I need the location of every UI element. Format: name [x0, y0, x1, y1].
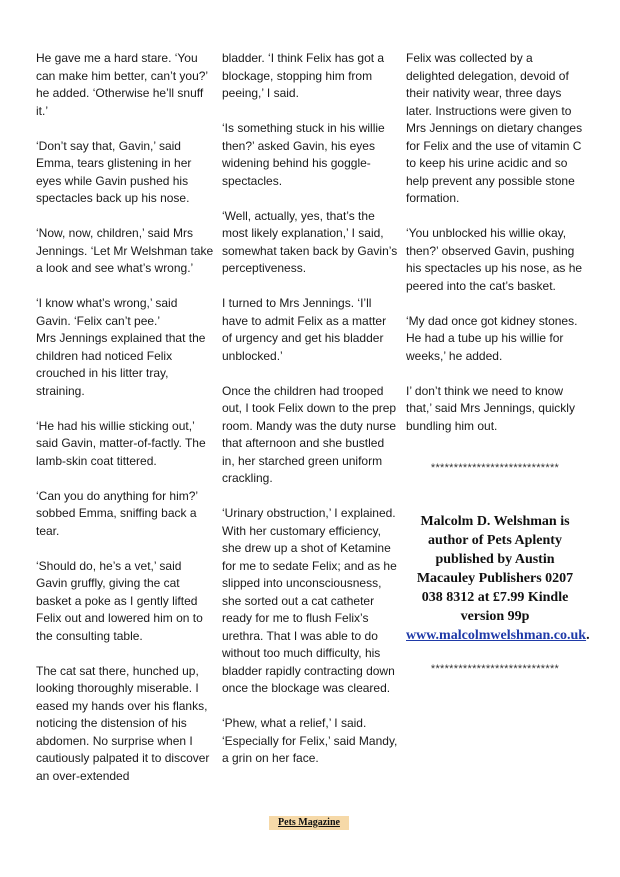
paragraph: ‘Urinary obstruction,’ I explained. With her customary efficiency, she drew up a shot of Ketamine for me to sedate Felix; and as he slipped into unconsciousness, she sorted out a cat catheter ready for me to flush Felix’s urethra. That I was able to do without too much difficulty, his bladder rapidly contracting down once the blockage was cleared. [222, 506, 397, 695]
paragraph: I’ don’t think we need to know that,’ said Mrs Jennings, quickly bundling him out. [406, 383, 575, 433]
paragraph: bladder. ‘I think Felix has got a blockage, stopping him from peeing,’ I said. [222, 51, 385, 100]
paragraph: ‘Should do, he’s a vet,’ said Gavin gruffly, giving the cat basket a poke as I gently lifted Felix out and lowered him on to the consulting table. [36, 558, 203, 643]
paragraph: ‘I know what’s wrong,’ said Gavin. ‘Felix can’t pee.’ [36, 296, 178, 328]
paragraph: ‘Don’t say that, Gavin,’ said Emma, tears glistening in her eyes while Gavin pushed his spectacles back up his nose. [36, 138, 192, 205]
bio-bottom-divider: **************************** [430, 663, 560, 675]
bio-top-divider: **************************** [430, 462, 560, 474]
paragraph: ‘Phew, what a relief,’ I said. ‘Especially for Felix,’ said Mandy, a grin on her face. [222, 716, 398, 765]
paragraph: ‘Is something stuck in his willie then?’ asked Gavin, his eyes widening behind his goggle-spectacles. [222, 121, 385, 188]
paragraph: ‘My dad once got kidney stones. He had a tube up his willie for weeks,’ he added. [406, 313, 578, 363]
paragraph: He gave me a hard stare. ‘You can make him better, can’t you?’ he added. ‘Otherwise he’ll snuff it.’ [36, 51, 208, 118]
bio-text [406, 493, 590, 645]
paragraph: Once the children had trooped out, I took Felix down to the prep room. Mandy was the duty nurse that afternoon and she bustled in, her starched green uniform crackling. [222, 383, 397, 485]
paragraph: The cat sat there, hunched up, looking thoroughly miserable. I eased my hands over his flanks, noticing the distension of his abdomen. No surprise when I cautiously palpated it to discover an over-extended [36, 663, 210, 783]
bio-description: Malcolm D. Welshman is author of Pets Aplenty published by Austin Macauley Publishers 0207 038 8312 at £7.99 Kindle version 99p [416, 513, 574, 624]
paragraph: ‘Can you do anything for him?’ sobbed Emma, sniffing back a tear. [36, 488, 198, 538]
paragraph: Mrs Jennings explained that the children had noticed Felix crouched in his litter tray, straining. [36, 331, 206, 398]
magazine-footer-label [269, 816, 349, 830]
paragraph: I turned to Mrs Jennings. ‘I’ll have to admit Felix as a matter of urgency and get his bladder unblocked.’ [222, 296, 387, 363]
paragraph: ‘You unblocked his willie okay, then?’ observed Gavin, pushing his spectacles up his nose, as he peered into the cat’s basket. [406, 226, 583, 293]
paragraph: ‘Now, now, children,’ said Mrs Jennings. ‘Let Mr Welshman take a look and see what’s wrong.’ [36, 226, 214, 275]
article-column-3 [406, 50, 590, 694]
paragraph: ‘He had his willie sticking out,’ said Gavin, matter-of-factly. The lamb-skin coat tittered. [36, 418, 206, 468]
article-column-1 [36, 50, 214, 803]
footer-text: Pets Magazine [278, 817, 340, 828]
author-website-link[interactable]: www.malcolmwelshman.co.uk [406, 627, 587, 643]
bio-link-period: . [586, 627, 590, 643]
author-bio [406, 461, 590, 676]
article-column-2 [222, 50, 398, 785]
paragraph: Felix was collected by a delighted delegation, devoid of their nativity wear, three days later. Instructions were given to Mrs Jennings on dietary changes for Felix and the use of vitamin C to keep his urine acidic and so help prevent any possible stone formation. [406, 51, 583, 205]
paragraph: ‘Well, actually, yes, that’s the most likely explanation,’ I said, somewhat taken back by Gavin’s perceptiveness. [222, 208, 398, 275]
